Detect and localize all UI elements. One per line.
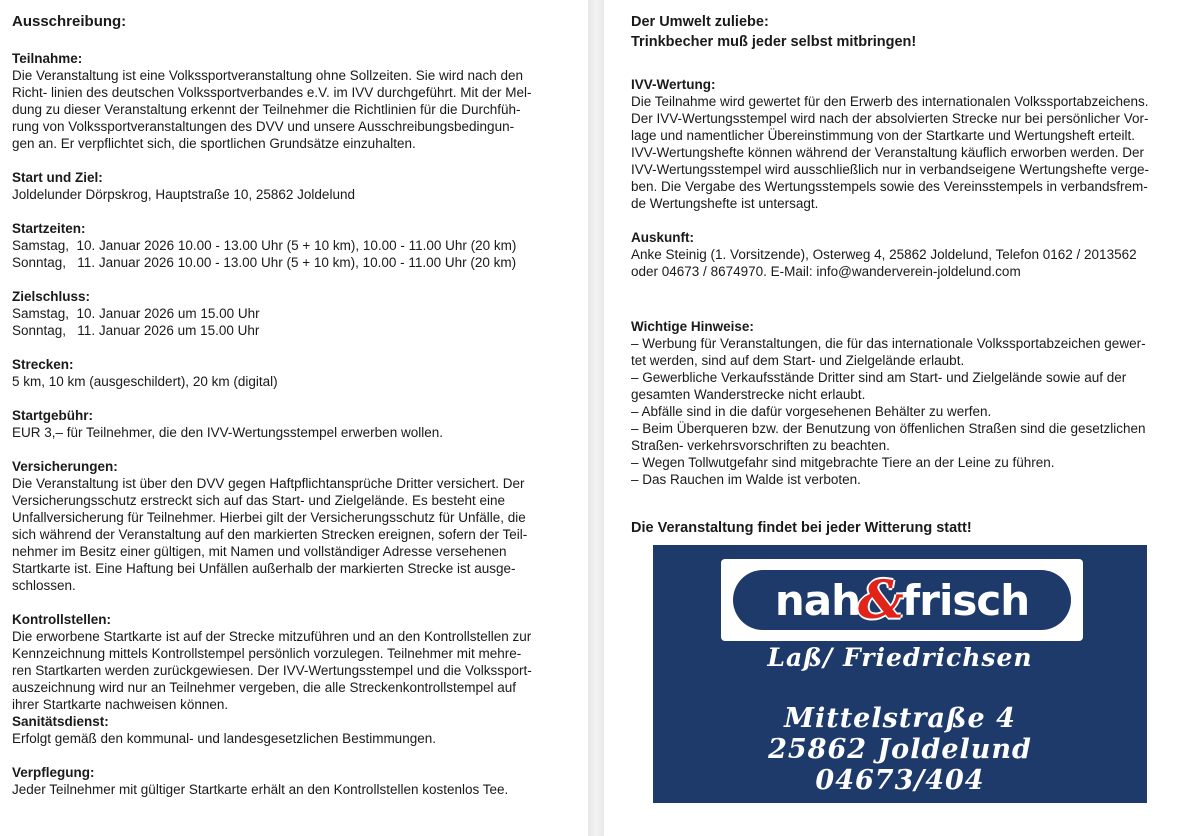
section-text (12, 305, 560, 339)
section-text (12, 424, 560, 441)
text-line: Startkarte ist. Eine Haftung bei Unfällen außerhalb der markierten Strecke ist ausge- (12, 561, 516, 576)
right-column (631, 12, 1177, 556)
text-line: ihrer Startkarte nachweisen können. (12, 697, 229, 712)
text-line: oder 04673 / 8674970. E-Mail: info@wanderverein-joldelund.com (631, 264, 1021, 279)
text-line: gen an. Er verpflichtet sich, die sportlichen Grundsätze einzuhalten. (12, 136, 416, 151)
weather-note: Die Veranstaltung findet bei jeder Witterung statt! (631, 520, 972, 536)
page-gutter (588, 0, 604, 836)
section-verpflegung (12, 764, 560, 798)
text-line: Sonntag, 11. Januar 2026 um 15.00 Uhr (12, 323, 260, 338)
text-line: schlossen. (12, 578, 76, 593)
section-ivv-wertung (631, 76, 1177, 212)
section-heading: Start und Ziel: (12, 170, 103, 185)
text-line: Die Teilnahme wird gewertet für den Erwerb des internationalen Volkssportabzeichens. (631, 94, 1149, 109)
text-line: sich während der Veranstaltung auf den markierten Strecken ereignen, sofern der Teil- (12, 527, 528, 542)
text-line: dung zu dieser Veranstaltung erkennt der Teilnehmer die Richtlinien für die Durchfüh- (12, 102, 521, 117)
sponsor-ad (653, 545, 1147, 803)
section-heading: Strecken: (12, 357, 74, 372)
section-text (12, 186, 560, 203)
section-sanitaetsdienst (12, 713, 560, 747)
logo-text-left: nah (774, 575, 860, 625)
text-line: – Abfälle sind in die dafür vorgesehenen Behälter zu werfen. (631, 404, 992, 419)
text-line: gesamten Wanderstrecke nicht erlaubt. (631, 387, 866, 402)
text-line: ben. Die Vergabe des Wertungsstempels sowie des Vereinsstempels in verbandsfrem- (631, 179, 1148, 194)
text-line: EUR 3,– für Teilnehmer, die den IVV-Wertungsstempel erwerben wollen. (12, 425, 443, 440)
store-phone: 04673/404 (815, 765, 985, 796)
section-text (12, 237, 560, 271)
section-heading: Startgebühr: (12, 408, 93, 423)
text-line: lage und namentlicher Übereinstimmung von der Startkarte und Wertungsheft erteilt. (631, 128, 1136, 143)
section-versicherungen (12, 458, 560, 594)
text-line: 5 km, 10 km (ausgeschildert), 20 km (digital) (12, 374, 278, 389)
section-heading: Kontrollstellen: (12, 612, 112, 627)
section-text (631, 246, 1177, 280)
nah-frisch-logo (721, 559, 1083, 641)
section-heading: Sanitätsdienst: (12, 714, 109, 729)
text-line: ren Startkarten werden zurückgewiesen. Der IVV-Wertungsstempel und die Volkssport- (12, 663, 532, 678)
section-start-ziel (12, 169, 560, 203)
section-text (631, 335, 1177, 488)
store-city: 25862 Joldelund (768, 734, 1032, 765)
section-heading: Versicherungen: (12, 459, 118, 474)
environment-notice (631, 12, 1177, 52)
notice-line: Trinkbecher muß jeder selbst mitbringen! (631, 34, 917, 50)
text-line: Richt- linien des deutschen Volkssportverbandes e.V. im IVV durchgeführt. Mit der Mel- (12, 85, 532, 100)
section-text (12, 781, 560, 798)
text-line: Erfolgt gemäß den kommunal- und landesgesetzlichen Bestimmungen. (12, 731, 436, 746)
logo-pill (733, 570, 1071, 630)
text-line: Samstag, 10. Januar 2026 um 15.00 Uhr (12, 306, 260, 321)
text-line: Kennzeichnung mittels Kontrollstempel persönlich vorzulegen. Teilnehmer mit mehre- (12, 646, 522, 661)
logo-ampersand: & (858, 569, 904, 631)
section-kontrollstellen (12, 611, 560, 713)
section-startgebuehr (12, 407, 560, 441)
store-owner: Laß/ Friedrichsen (767, 643, 1033, 672)
text-line: IVV-Wertungshefte können während der Veranstaltung käuflich erworben werden. Der (631, 145, 1145, 160)
section-text (631, 93, 1177, 212)
section-heading: IVV-Wertung: (631, 77, 716, 92)
section-text (12, 628, 560, 713)
text-line: nehmer im Besitz einer gültigen, mit Namen und vollständiger Adresse versehenen (12, 544, 507, 559)
section-hinweise (631, 318, 1177, 488)
text-line: – Werbung für Veranstaltungen, die für das internationale Volkssportabzeichen gewer- (631, 336, 1146, 351)
text-line: – Das Rauchen im Walde ist verboten. (631, 472, 861, 487)
text-line: Der IVV-Wertungsstempel wird nach der absolvierten Strecke nur bei persönlicher Vor- (631, 111, 1149, 126)
section-heading: Verpflegung: (12, 765, 95, 780)
text-line: Versicherungsschutz erstreckt sich auf das Start- und Zielgelände. Es besteht eine (12, 493, 506, 508)
section-heading: Auskunft: (631, 230, 694, 245)
left-column (12, 12, 560, 815)
text-line: Unfallversicherung für Teilnehmer. Hierbei gilt der Versicherungsschutz für Unfälle, die (12, 510, 526, 525)
section-zielschluss (12, 288, 560, 339)
text-line: Straßen- verkehrsvorschriften zu beachten. (631, 438, 890, 453)
section-heading: Wichtige Hinweise: (631, 319, 754, 334)
section-text (12, 67, 560, 152)
text-line: – Wegen Tollwutgefahr sind mitgebrachte Tiere an der Leine zu führen. (631, 455, 1055, 470)
text-line: tet werden, sind auf dem Start- und Zielgelände erlaubt. (631, 353, 965, 368)
text-line: Joldelunder Dörpskrog, Hauptstraße 10, 25862 Joldelund (12, 187, 355, 202)
section-heading: Teilnahme: (12, 51, 83, 66)
section-heading: Startzeiten: (12, 221, 86, 236)
logo-text-right: frisch (901, 575, 1030, 625)
text-line: de Wertungshefte ist untersagt. (631, 196, 819, 211)
text-line: Anke Steinig (1. Vorsitzende), Osterweg 4, 25862 Joldelund, Telefon 0162 / 2013562 (631, 247, 1137, 262)
section-startzeiten (12, 220, 560, 271)
text-line: rung von Volkssportveranstaltungen des DVV und unsere Ausschreibungsbedingun- (12, 119, 515, 134)
store-street: Mittelstraße 4 (784, 703, 1016, 734)
text-line: auszeichnung wird nur an Teilnehmer vergeben, die alle Streckenkontrollstempel auf (12, 680, 517, 695)
text-line: Samstag, 10. Januar 2026 10.00 - 13.00 Uhr (5 + 10 km), 10.00 - 11.00 Uhr (20 km) (12, 238, 517, 253)
section-text (12, 475, 560, 594)
section-auskunft (631, 229, 1177, 280)
section-teilnahme (12, 50, 560, 152)
text-line: Sonntag, 11. Januar 2026 10.00 - 13.00 Uhr (5 + 10 km), 10.00 - 11.00 Uhr (20 km) (12, 255, 517, 270)
text-line: – Gewerbliche Verkaufsstände Dritter sind am Start- und Zielgelände sowie auf der (631, 370, 1127, 385)
section-strecken (12, 356, 560, 390)
text-line: Die erworbene Startkarte ist auf der Strecke mitzuführen und an den Kontrollstellen zur (12, 629, 532, 644)
text-line: Jeder Teilnehmer mit gültiger Startkarte erhält an den Kontrollstellen kostenlos Tee. (12, 782, 509, 797)
section-text (12, 373, 560, 390)
section-text (12, 730, 560, 747)
text-line: IVV-Wertungsstempel wird ausschließlich nur in verbandseigene Wertungshefte verge- (631, 162, 1150, 177)
text-line: Die Veranstaltung ist eine Volkssportveranstaltung ohne Sollzeiten. Sie wird nach den (12, 68, 524, 83)
document-title: Ausschreibung: (12, 13, 127, 30)
notice-line: Der Umwelt zuliebe: (631, 14, 769, 30)
text-line: Die Veranstaltung ist über den DVV gegen Haftpflichtansprüche Dritter versichert. Der (12, 476, 525, 491)
section-heading: Zielschluss: (12, 289, 91, 304)
text-line: – Beim Überqueren bzw. der Benutzung von öffenlichen Straßen sind die gesetzlichen (631, 421, 1146, 436)
